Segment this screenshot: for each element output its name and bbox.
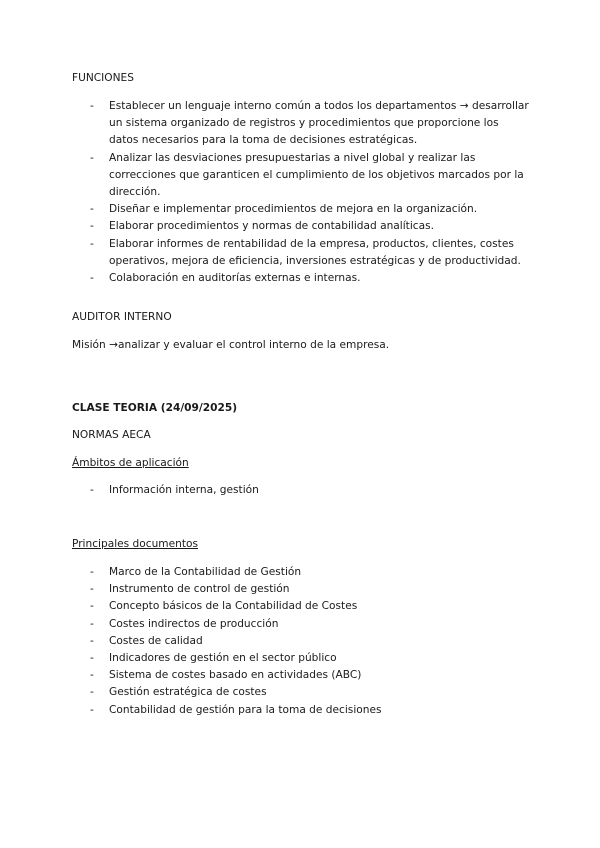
list-item xyxy=(90,598,530,615)
list-item-text: Información interna, gestión xyxy=(109,484,259,496)
list-item xyxy=(90,482,530,499)
list-item xyxy=(90,581,530,598)
list-item xyxy=(90,564,530,581)
bullet-dash: - xyxy=(90,600,94,613)
list-item-text: Elaborar informes de rentabilidad de la empresa, productos, clientes, costes operativos, mejora de eficiencia, inversiones estratégicas y de productividad. xyxy=(109,237,521,267)
bullet-dash: - xyxy=(90,220,94,233)
list-item xyxy=(90,236,530,270)
bullet-dash: - xyxy=(90,583,94,596)
ambitos-list xyxy=(90,482,530,499)
list-item xyxy=(90,201,530,218)
bullet-dash: - xyxy=(90,617,94,630)
list-item-text: Gestión estratégica de costes xyxy=(109,686,267,699)
list-item-text: Colaboración en auditorías externas e internas. xyxy=(109,272,361,285)
list-item xyxy=(90,650,530,667)
auditor-mision: Misión →analizar y evaluar el control interno de la empresa. xyxy=(72,339,390,351)
auditor-heading: AUDITOR INTERNO xyxy=(72,311,172,323)
bullet-dash: - xyxy=(90,686,94,699)
bullet-dash: - xyxy=(90,484,94,496)
bullet-dash: - xyxy=(90,100,94,112)
list-item xyxy=(90,270,530,287)
list-item xyxy=(90,218,530,235)
list-item-text: Analizar las desviaciones presupuestarias a nivel global y realizar las correcciones que garanticen el cumplimiento de los objetivos marcados por la dirección. xyxy=(109,151,524,199)
list-item xyxy=(90,667,530,684)
list-item xyxy=(90,702,530,719)
documentos-heading: Principales documentos xyxy=(72,538,198,550)
bullet-dash: - xyxy=(90,652,94,665)
bullet-dash: - xyxy=(90,272,94,285)
list-item xyxy=(90,150,530,202)
list-item-text: Diseñar e implementar procedimientos de mejora en la organización. xyxy=(109,203,478,216)
list-item-text: Costes de calidad xyxy=(109,634,203,647)
list-item-text: Costes indirectos de producción xyxy=(109,617,279,630)
list-item xyxy=(90,616,530,633)
list-item-text: Concepto básicos de la Contabilidad de Costes xyxy=(109,600,358,613)
list-item-text: Indicadores de gestión en el sector público xyxy=(109,652,337,665)
list-item xyxy=(90,684,530,701)
list-item-text: Contabilidad de gestión para la toma de decisiones xyxy=(109,703,382,716)
bullet-dash: - xyxy=(90,203,94,216)
list-item-text: Elaborar procedimientos y normas de contabilidad analíticas. xyxy=(109,220,434,233)
bullet-dash: - xyxy=(90,237,94,250)
documentos-list xyxy=(90,564,530,719)
normas-heading: NORMAS AECA xyxy=(72,429,151,441)
bullet-dash: - xyxy=(90,703,94,716)
funciones-heading: FUNCIONES xyxy=(72,72,134,84)
bullet-dash: - xyxy=(90,566,94,578)
funciones-list xyxy=(90,98,530,287)
list-item-text: Marco de la Contabilidad de Gestión xyxy=(109,566,302,578)
list-item-text: Instrumento de control de gestión xyxy=(109,583,290,596)
bullet-dash: - xyxy=(90,634,94,647)
clase-title: CLASE TEORIA (24/09/2025) xyxy=(72,402,238,414)
list-item-text: Sistema de costes basado en actividades (ABC) xyxy=(109,669,362,682)
bullet-dash: - xyxy=(90,669,94,682)
list-item xyxy=(90,98,530,150)
ambitos-heading: Ámbitos de aplicación xyxy=(72,457,189,469)
list-item xyxy=(90,633,530,650)
list-item-text: Establecer un lenguaje interno común a todos los departamentos → desarrollar un sistema organizado de registros y procedimientos que proporcione los datos necesarios para la toma de decisiones estratégicas. xyxy=(109,100,529,147)
bullet-dash: - xyxy=(90,151,94,164)
